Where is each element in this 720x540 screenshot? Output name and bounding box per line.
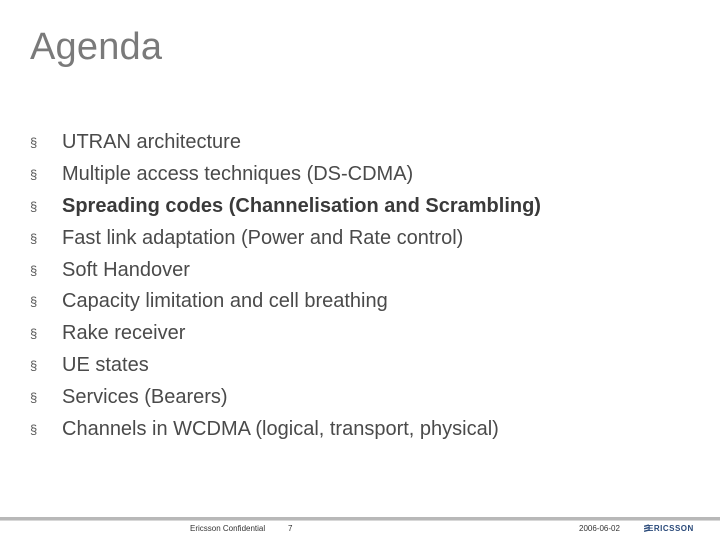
footer-confidential-label: Ericsson Confidential xyxy=(190,524,266,533)
agenda-list xyxy=(30,127,541,445)
agenda-item-text: Multiple access techniques (DS-CDMA) xyxy=(62,163,414,186)
bullet-icon: § xyxy=(30,421,38,437)
bullet-icon: § xyxy=(30,326,38,342)
agenda-item-text: Capacity limitation and cell breathing xyxy=(62,290,388,313)
slide-title: Agenda xyxy=(30,26,163,68)
list-item xyxy=(30,286,541,318)
agenda-item-text: Soft Handover xyxy=(62,258,190,281)
agenda-item-text: UTRAN architecture xyxy=(62,131,241,154)
footer-divider xyxy=(0,517,720,520)
bullet-icon: § xyxy=(30,167,38,183)
bullet-icon: § xyxy=(30,357,38,373)
agenda-item-text: Channels in WCDMA (logical, transport, physical) xyxy=(62,417,499,440)
agenda-item-text: Fast link adaptation (Power and Rate control) xyxy=(62,226,464,249)
ericsson-logo-text: ERICSSON xyxy=(648,524,694,533)
footer-date: 2006-06-02 xyxy=(579,524,620,533)
list-item xyxy=(30,318,541,350)
list-item xyxy=(30,413,541,445)
agenda-item-text: UE states xyxy=(62,353,149,376)
list-item xyxy=(30,254,541,286)
list-item xyxy=(30,191,541,223)
list-item xyxy=(30,222,541,254)
bullet-icon: § xyxy=(30,135,38,151)
agenda-item-text-highlighted: Spreading codes (Channelisation and Scrambling) xyxy=(62,194,541,217)
agenda-item-text: Rake receiver xyxy=(62,322,186,345)
bullet-icon: § xyxy=(30,294,38,310)
list-item xyxy=(30,350,541,382)
bullet-icon: § xyxy=(30,262,38,278)
bullet-icon: § xyxy=(30,198,38,214)
footer-page-number: 7 xyxy=(288,524,293,533)
agenda-item-text: Services (Bearers) xyxy=(62,385,228,408)
list-item xyxy=(30,381,541,413)
list-item xyxy=(30,127,541,159)
bullet-icon: § xyxy=(30,389,38,405)
list-item xyxy=(30,159,541,191)
bullet-icon: § xyxy=(30,230,38,246)
